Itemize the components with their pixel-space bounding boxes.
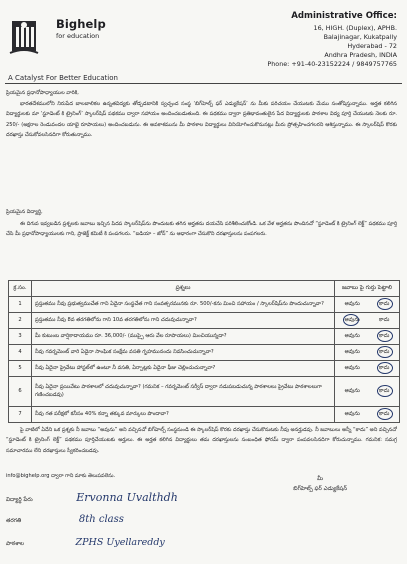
answer-no <box>379 332 389 340</box>
row-question: మీ కుటుంబ వార్షికాదాయము రూ. 36,000/- (ముప్పై ఆరు వేల రూపాయలు) మించియున్నదా? <box>32 328 335 344</box>
answer-yes-label: అవును <box>344 317 360 324</box>
answer-yes <box>345 300 360 308</box>
answer-yes-label: అవును <box>344 301 360 308</box>
closing-paragraph: పై వాటిలో ఏదేని ఒక ప్రశ్నకు నీ జవాబు “అవును” అని వచ్చినచో బిగ్‌హెల్ప్ సంస్థనుండి ఈ స్కాలర్‌షిప్ కొరకు దరఖాస్తు చేసుకొనుటకు నీవు అనర్హుడవు. నీ జవాబులు అన్నీ “కాదు” అని వచ్చినచో “స్టూడెంట్ కి ట్రైనింగ్ లెక్ట్” పథకము పూర్తిచేయుటకు అర్హులు. ఈ అర్హత కలిగిన విద్యార్థులు తమ దరఖాస్తులను సంబంధిత ఫోరమ్ ద్వారా పంపవలసినదిగా కోరుచున్నాము. గమనిక: సమగ్ర సమాచారము లేని దరఖాస్తులు స్వీకరించబడవు. <box>6 427 397 454</box>
answer-yes-label: అవును <box>344 333 360 340</box>
answer-no <box>379 316 389 324</box>
answer-circle-mark <box>377 298 393 310</box>
header-divider <box>5 83 402 84</box>
row-number: 4 <box>9 344 32 360</box>
handwritten-class: 8th class <box>78 514 124 525</box>
table-row <box>9 328 400 344</box>
answer-no-label: కాదు <box>379 317 390 324</box>
brand-name: Bighelp <box>56 17 106 31</box>
office-phone: Phone: +91-40-23152224 / 9849757765 <box>267 59 397 68</box>
answer-yes <box>345 387 360 395</box>
answer-circle-mark <box>377 346 393 358</box>
class-field <box>6 514 124 525</box>
row-answer <box>335 344 400 360</box>
row-question: నీవు గవర్నమెంట్ వారి ఏదైనా సాంఘిక సంక్షేమ వసతి గృహమునందు నివసించుచున్నావా? <box>32 344 335 360</box>
answer-no <box>379 364 389 372</box>
answer-no <box>379 348 389 356</box>
table-row <box>9 344 400 360</box>
table-header-row <box>9 281 400 297</box>
answer-no-label: కాదు <box>379 365 390 372</box>
answer-yes-label: అవును <box>344 388 360 395</box>
handwritten-student-name: Ervonna Uvalthdh <box>76 491 178 504</box>
row-question: ప్రస్తుతము నీవు ప్రభుత్వముచేత గాని ఏదైనా సంస్థచేత గాని సంవత్సరమునకు రూ. 500/-కను మించి సహాయం / స్కాలర్‌షిప్‌ను పొందుచున్నావా? <box>32 296 335 312</box>
row-answer <box>335 296 400 312</box>
brand-subtitle: for education <box>56 32 100 40</box>
row-number: 1 <box>9 296 32 312</box>
answer-circle-mark <box>377 362 393 374</box>
answer-yes <box>345 316 360 324</box>
instructions-paragraph: ఈ దిగువ ఇవ్వబడిన ప్రశ్నలకు జవాబు ఇచ్చిన పిదప స్కాలర్‌షిప్‌ను పొందుటకు తగిన అర్హతను దయచేసి పరిశీలించుకోండి. ఒక వేళ అర్హతను పొందినచో “స్టూడెంట్ కి ట్రైనింగ్ లెక్ట్” పథకము పూర్తి చేసి మీ ప్రధానోపాధ్యాయులకు గాని, ప్రాజెక్ట్ కమిటీ కి పంపగలరు. “ఐడియా – జోన్” ను ఆధారంగా చేసుకొని దరఖాస్తులను పంపగలరు. <box>6 221 397 238</box>
answer-yes <box>345 364 360 372</box>
bighelp-logo-icon <box>8 19 58 57</box>
row-answer <box>335 328 400 344</box>
office-address <box>267 11 397 69</box>
answer-no <box>379 300 389 308</box>
eligibility-table <box>8 280 400 423</box>
row-question: ప్రస్తుతము నీవు 8వ తరగతిలోను గాని 10వ తరగతిలోను గాని చదువుచున్నావా? <box>32 312 335 328</box>
row-number: 7 <box>9 406 32 422</box>
row-number: 6 <box>9 376 32 406</box>
office-line: 16, HIGH. (Duplex), APHB. <box>313 24 397 32</box>
salutation-headmaster: ప్రియమైన ప్రధానోపాధ్యాయుల వారికి, <box>6 90 79 96</box>
answer-yes-label: అవును <box>344 365 360 372</box>
answer-circle-mark <box>343 314 359 326</box>
answer-circle-mark <box>377 408 393 420</box>
field-label: విద్యార్థి పేరు <box>6 497 33 503</box>
answer-no <box>379 387 389 395</box>
answer-yes <box>345 332 360 340</box>
table-row <box>9 296 400 312</box>
row-answer <box>335 312 400 328</box>
answer-no-label: కాదు <box>379 333 390 340</box>
row-answer <box>335 376 400 406</box>
answer-no-label: కాదు <box>379 301 390 308</box>
signature-salutation: మీ <box>317 476 324 482</box>
row-answer <box>335 406 400 422</box>
row-question: నీవు ఏదైనా ప్రయివేటు పాఠశాలలో చదువుచున్నావా? (గమనిక – గవర్నమెంట్ సర్వీస్ ద్వారా నడుపబడుచున్న పాఠశాలలు ప్రైవేటు పాఠశాలలుగా గణించబడవు) <box>32 376 335 406</box>
table-row <box>9 360 400 376</box>
field-label: పాఠశాల <box>6 541 24 547</box>
tagline: A Catalyst For Better Education <box>8 74 118 82</box>
row-number: 2 <box>9 312 32 328</box>
intro-paragraph: భారతదేశములోని నిరుపేద బాలబాలికల ఉన్నతవిద్యకు తోడ్పడటానికి స్వచ్ఛంద సంస్థ ‘బిగ్‌హెల్ప్ ఫర్ ఎడ్యుకేషన్’ ను మీకు పరిచయం చేయుటకు మేము సంతోషిస్తున్నాము. అర్హత కలిగిన విద్యార్థులకు మా ‘స్టూడెంట్ కి ట్రైనింగ్’ స్కాలర్‌షిప్ పథకము ద్వారా సహాయం అందించబడుతుంది. ఈ పథకము ద్వారా ప్రతిభావంతులైన పేద విద్యార్థులకు పాఠశాల విద్య పూర్తి చేయుటకు నెలకు రూ. 250/- (అక్షరాల రెండువందల యాభై రూపాయలు) అందించబడును. ఈ అవకాశమును మీ పాఠశాల విద్యార్థులు వినియోగించుకొనునట్లు మీరు ప్రోత్సహించగలరని ఆశిస్తున్నాము. ఈ స్కాలర్‌షిప్ కొరకు దరఖాస్తు చేసుకోవలసినదిగా కోరుతున్నాము. <box>6 101 397 138</box>
row-question: నీవు గత పరీక్షలో కనీసం 40% కన్నా తక్కువ మార్కులు పొందావా? <box>32 406 335 422</box>
answer-yes <box>345 348 360 356</box>
office-line: Andhra Pradesh, INDIA <box>324 50 397 59</box>
answer-circle-mark <box>377 385 393 397</box>
signature-block <box>293 474 347 494</box>
handwritten-school: ZPHS Uyellareddy <box>75 537 165 548</box>
answer-no-label: కాదు <box>379 411 390 418</box>
answer-no-label: కాదు <box>379 388 390 395</box>
office-line: Balajinagar, Kukatpally <box>323 32 397 41</box>
answer-yes-label: అవును <box>344 349 360 356</box>
student-name-field <box>6 491 178 504</box>
col-number-header: క్ర.సం. <box>9 281 32 297</box>
row-answer <box>335 360 400 376</box>
office-title: Administrative Office: <box>291 11 397 21</box>
salutation-student: ప్రియమైన విద్యార్థి, <box>6 209 43 215</box>
row-number: 5 <box>9 360 32 376</box>
table-row <box>9 312 400 328</box>
brand-block <box>56 17 106 40</box>
col-answer-header: జవాబు పై గుర్తు పెట్టాలి <box>335 281 400 297</box>
school-field <box>6 537 165 548</box>
office-line: Hyderabad - 72 <box>347 41 397 50</box>
col-question-header: ప్రశ్నలు <box>32 281 335 297</box>
contact-email-line: info@bighelp.org ద్వారా గాని మాకు తెలుపవలెను. <box>6 473 116 479</box>
answer-yes-label: అవును <box>344 411 360 418</box>
row-question: నీవు ఏదైనా ప్రైవేటు హాస్టల్‌లో ఉంటూ నీ వసతి, ఏర్పాట్లకు ఏదైనా ఫీజు చెల్లించుచున్నావా? <box>32 360 335 376</box>
row-number: 3 <box>9 328 32 344</box>
answer-no-label: కాదు <box>379 349 390 356</box>
field-label: తరగతి <box>6 518 22 524</box>
signature-org-name: బిగ్‌హెల్ప్ ఫర్ ఎడ్యుకేషన్ <box>293 486 347 492</box>
answer-yes <box>345 410 360 418</box>
table-row <box>9 406 400 422</box>
answer-circle-mark <box>377 330 393 342</box>
table-row <box>9 376 400 406</box>
answer-no <box>379 410 389 418</box>
